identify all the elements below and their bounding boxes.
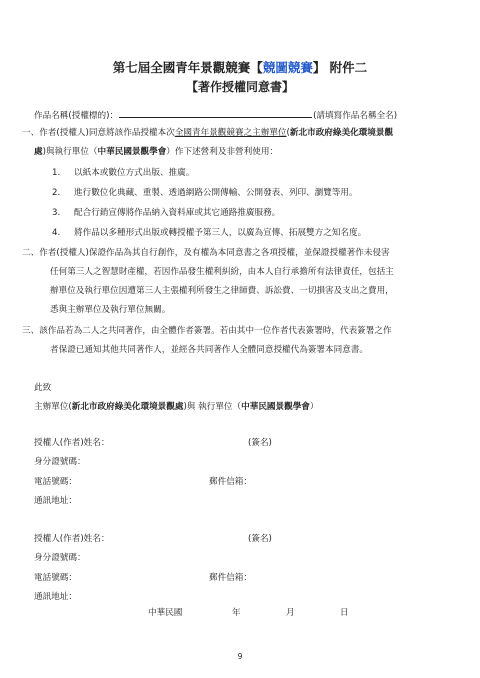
email-label: 郵件信箱： [209,573,252,583]
clause-1-item [52,167,194,179]
clause-1-text-2: )與執行單位（ [42,147,98,157]
clause-1-line-1: 一、作者(授權人)同意將該作品授權本次全國青年景觀競賽之主辦單位(新北市政府綠美化環境景觀 [22,128,394,138]
title-prefix: 第七屆全國青年景觀競賽【 [112,60,263,75]
title-suffix: 】 附件二 [312,60,368,75]
organizer-text-3: ） [309,402,319,412]
document-subtitle: 【著作授權同意書】 [185,80,294,94]
email-label: 郵件信箱： [209,477,252,487]
clause-1-line-2 [34,146,278,158]
work-name-label: 作品名稱(授權標的)： [34,111,119,121]
item-number: 1. [52,168,61,178]
item-text: 進行數位化典藏、重製、透過網路公開傳輸、公開發表、列印、瀏覽等用。 [74,188,358,198]
clause-2-line: 任何第三人之智慧財產權，若因作品發生權利糾紛，由本人自行承擔所有法律責任，包括主 [50,267,394,277]
signature-label: (簽名) [248,438,272,448]
clause-1-text: 一、作者(授權人)同意將該作品授權本次 [22,128,175,138]
clause-2-line: 悉與主辦單位及執行單位無關。 [50,305,171,315]
clause-2-line: 辦單位及執行單位因遭第三人主張權利所發生之律師費、訴訟費、一切損害及支出之費用， [50,286,394,296]
clause-1-host-org: 新北市政府綠美化環境景觀 [289,128,394,138]
exec-org-name: 中華民國景觀學會 [241,402,310,412]
phone-label: 電話號碼： [34,477,77,487]
host-org-name: 新北市政府綠美化環境景觀處 [71,402,184,412]
item-number: 2. [52,188,61,198]
clause-1-text-3: ）作下述營利及非營利使用： [166,147,279,157]
item-text: 以紙本或數位方式出版、推廣。 [74,168,195,178]
work-name-row [34,108,397,122]
organizer-text-2: )與 執行單位（ [183,402,242,412]
address-label: 通訊地址： [34,592,77,602]
item-number: 4. [52,228,61,238]
date-day: 日 [340,608,349,618]
organizer-text: 主辦單位( [34,402,72,412]
id-number-label: 身分證號碼： [34,457,86,467]
item-number: 3. [52,208,61,218]
address-label: 通訊地址： [34,496,77,506]
page-number: 9 [237,652,243,661]
phone-label: 電話號碼： [34,573,77,583]
clause-1-exec-org: 中華民國景觀學會 [97,147,167,157]
author-name-label: 授權人(作者)姓名： [34,534,110,544]
work-name-blank[interactable] [119,108,312,118]
clause-1-item [52,227,366,239]
item-text: 配合行銷宣傳將作品納入資料庫或其它通路推廣服務。 [74,208,281,218]
author-name-label: 授權人(作者)姓名： [34,438,110,448]
item-text: 將作品以多種形式出版或轉授權予第三人，以廣為宣傳、拓展雙方之知名度。 [74,228,367,238]
date-year: 年 [232,608,241,618]
date-month: 月 [286,608,295,618]
id-number-label: 身分證號碼： [34,553,86,563]
title-highlight: 競圖競賽 [262,60,313,75]
document-title [0,60,480,76]
clause-1-underlined: 全國青年景觀競賽之主辦單位 [174,128,287,138]
signature-label: (簽名) [248,534,272,544]
closing-salutation: 此致 [34,383,52,393]
work-name-hint: (請填寫作品名稱全名) [313,111,398,121]
date-era: 中華民國 [148,608,183,618]
clause-1-host-org-end: 處 [34,147,43,157]
closing-organizers [34,401,319,413]
clause-2-line: 二、作者(授權人)保證作品為其自行創作，及有權為本同意書之各項授權，並保證授權著作未侵害 [22,248,390,258]
clause-1-item [52,207,280,219]
clause-1-item [52,187,358,199]
clause-3-line: 三、該作品若為二人之共同著作，由全體作者簽署。若由其中一位作者代表簽署時，代表簽署之作 [22,326,392,336]
clause-3-line: 者保證已通知其他共同著作人，並經各共同著作人全體同意授權代為簽署本同意書。 [50,345,368,355]
